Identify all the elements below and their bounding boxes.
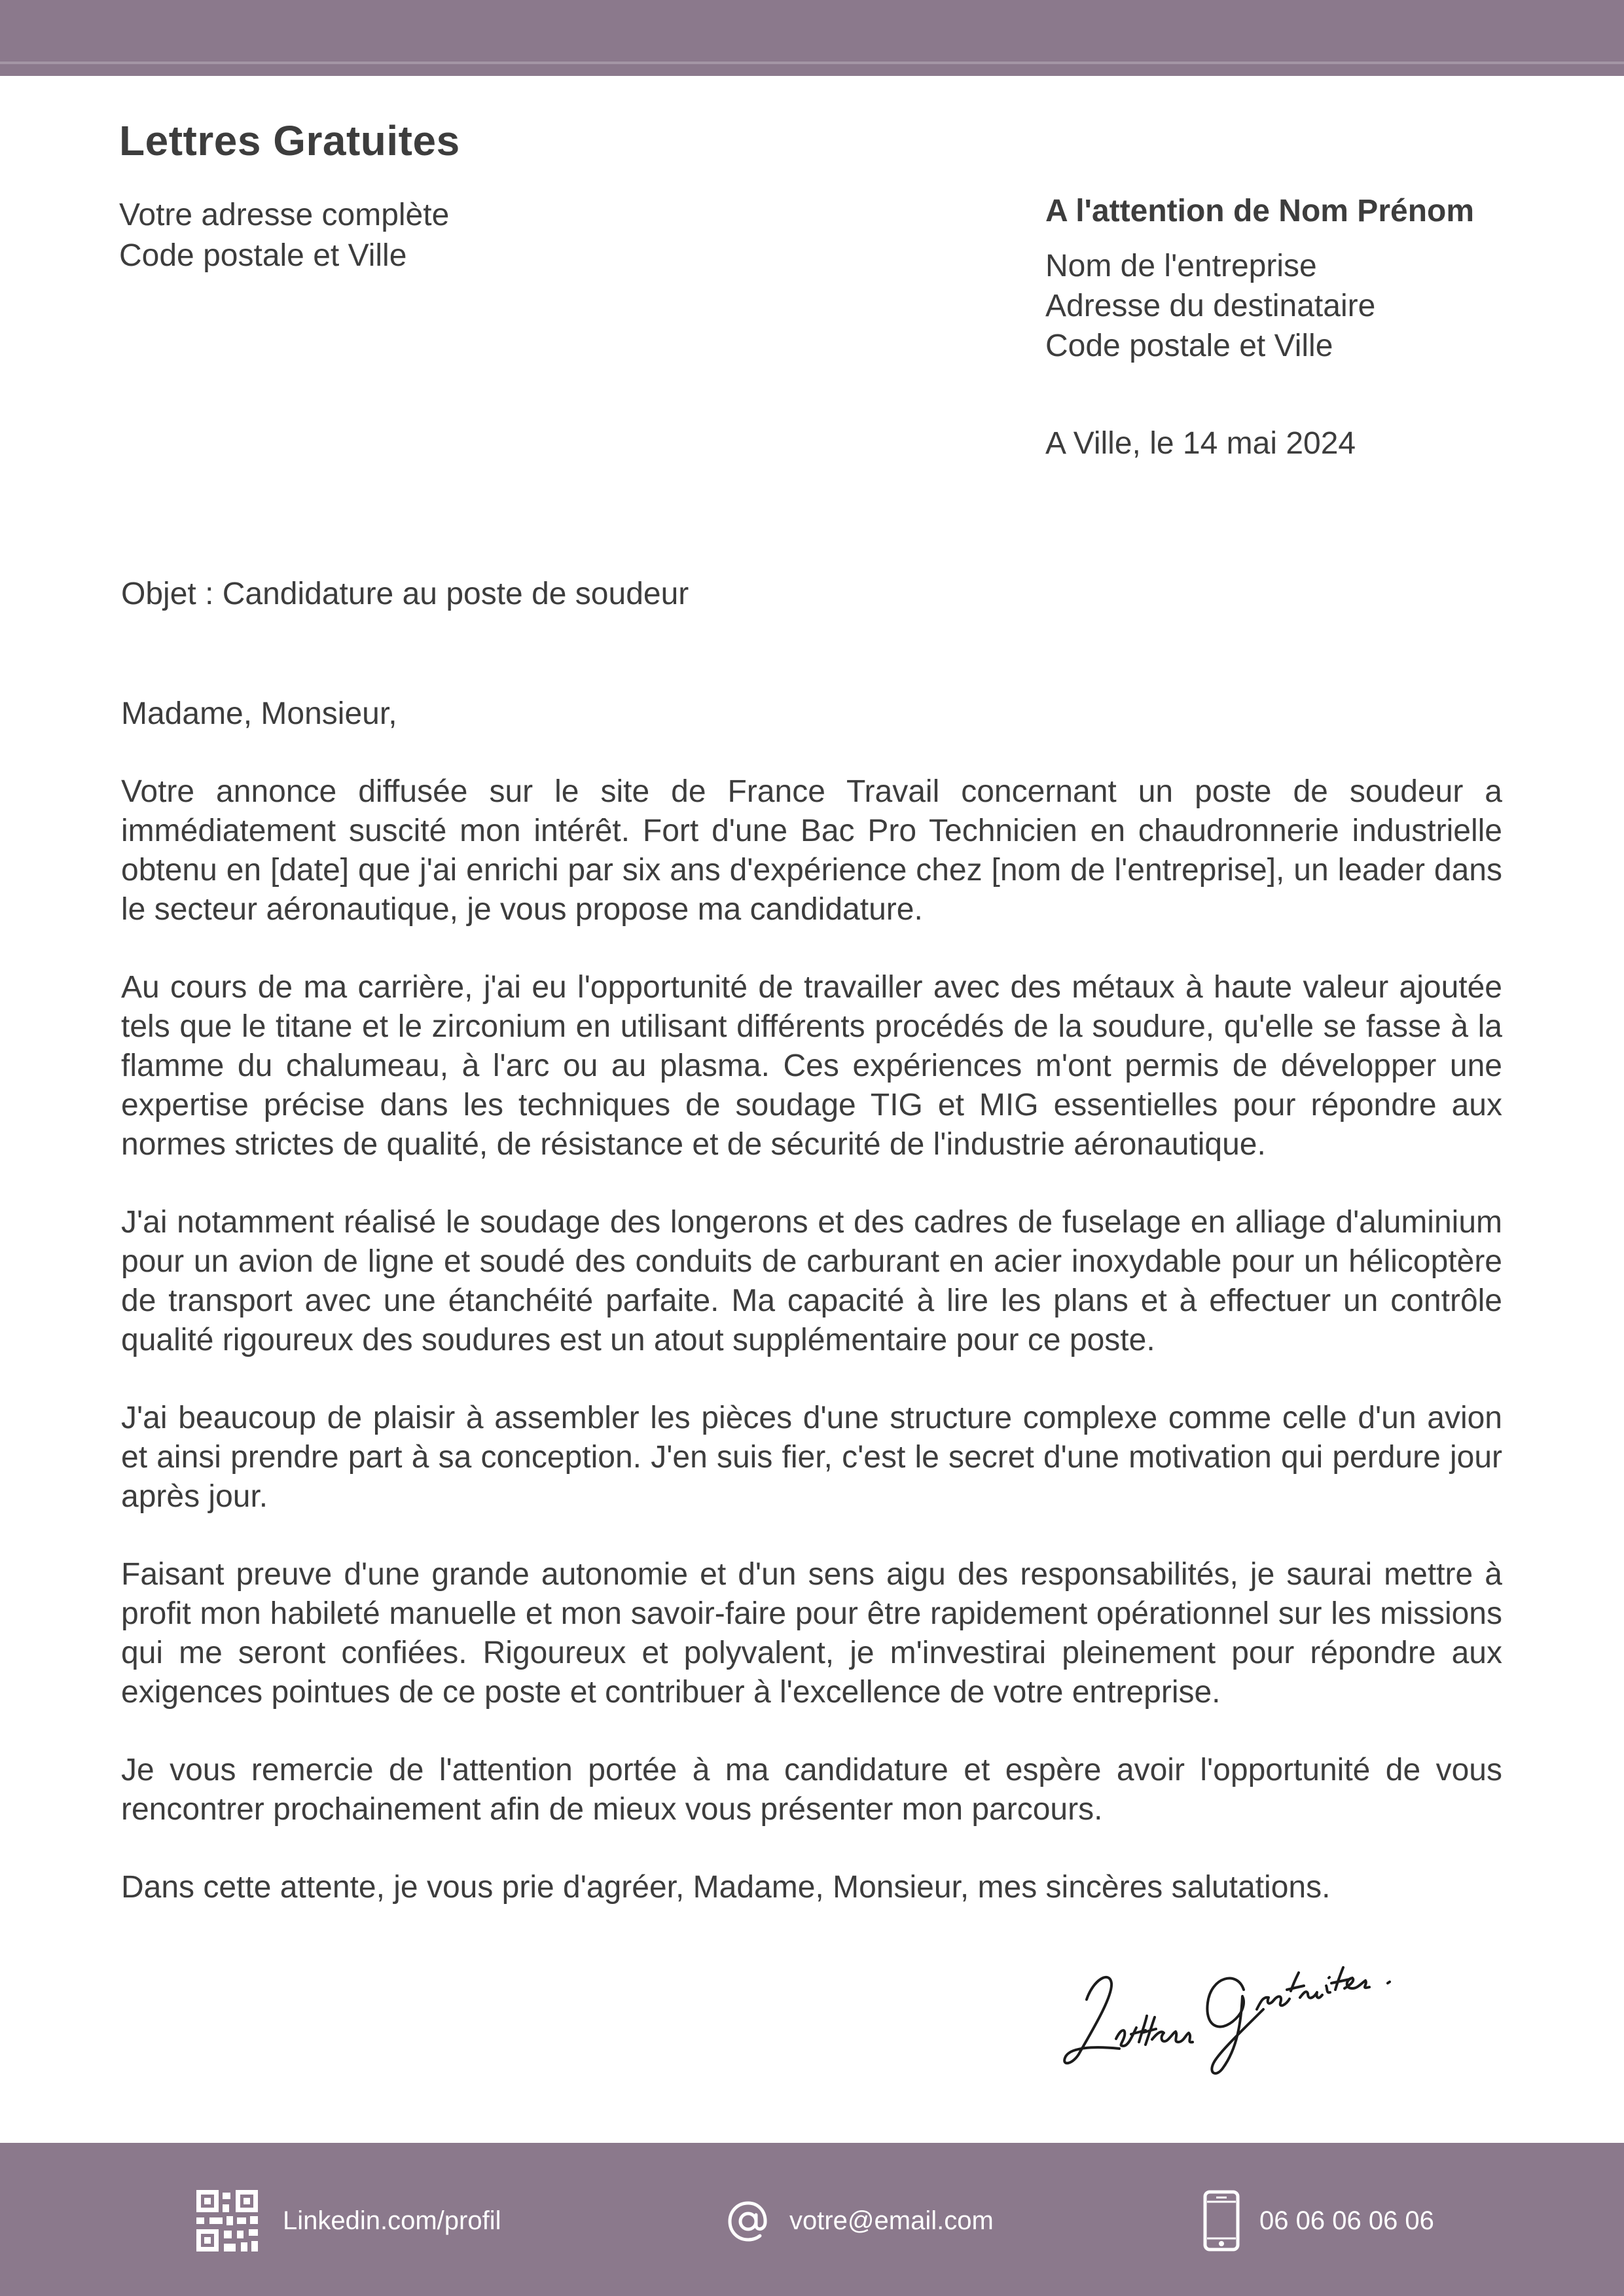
recipient-attention: A l'attention de Nom Prénom (1045, 194, 1475, 228)
recipient-street: Adresse du destinataire (1045, 289, 1376, 323)
recipient-block (1045, 191, 1582, 464)
letter-date: A Ville, le 14 mai 2024 (1045, 426, 1356, 461)
recipient-company: Nom de l'entreprise (1045, 249, 1317, 283)
recipient-city: Code postale et Ville (1045, 329, 1333, 363)
sender-name: Lettres Gratuites (119, 117, 460, 164)
letter-paragraph: Au cours de ma carrière, j'ai eu l'opportunité de travailler avec des métaux à haute valeur ajoutée tels que le titane et le zirconium en utilisant différents procédés de la soudure, qu'elle se fasse à la flamme du chalumeau, à l'arc ou au plasma. Ces expériences m'ont permis de développer une expertise précise dans les techniques de soudage TIG et MIG essentielles pour répondre aux normes strictes de qualité, de résistance et de sécurité de l'industrie aéronautique. (121, 970, 1502, 1162)
footer-linkedin[interactable] (196, 2190, 501, 2251)
footer-email[interactable] (725, 2190, 994, 2251)
recipient-address (1045, 246, 1582, 366)
letter-paragraph: J'ai beaucoup de plaisir à assembler les pièces d'une structure complexe comme celle d'un avion et ainsi prendre part à sa conception. J'en suis fier, c'est le secret d'une motivation qui perdure jour après jour. (121, 1401, 1502, 1514)
smartphone-icon (1203, 2190, 1240, 2251)
letter-subject: Objet : Candidature au poste de soudeur (121, 577, 689, 611)
footer-phone[interactable] (1203, 2190, 1434, 2251)
sender-address-line1: Votre adresse complète (119, 198, 450, 232)
sender-address-line2: Code postale et Ville (119, 238, 407, 273)
at-sign-icon (725, 2198, 771, 2244)
sender-address (119, 195, 449, 276)
top-color-band (0, 0, 1624, 76)
letter-paragraph: J'ai notamment réalisé le soudage des longerons et des cadres de fuselage en alliage d'aluminium pour un avion de ligne et soudé des conduits de carburant en acier inoxydable pour un hélicoptère de transport avec une étanchéité parfaite. Ma capacité à lire les plans et à effectuer un contrôle qualité rigoureux des soudures est un atout supplémentaire pour ce poste. (121, 1205, 1502, 1357)
footer-phone-text: 06 06 06 06 06 (1259, 2206, 1434, 2235)
letter-body (121, 772, 1502, 1946)
footer-email-text: votre@email.com (789, 2206, 994, 2235)
footer-linkedin-text: Linkedin.com/profil (283, 2206, 501, 2235)
letter-closing: Dans cette attente, je vous prie d'agréer, Madame, Monsieur, mes sincères salutations. (121, 1870, 1331, 1905)
letter-paragraph: Je vous remercie de l'attention portée à ma candidature et espère avoir l'opportunité de vous rencontrer prochainement afin de mieux vous présenter mon parcours. (121, 1753, 1502, 1827)
footer-band (0, 2143, 1624, 2296)
letter-salutation: Madame, Monsieur, (121, 696, 397, 731)
qr-code-icon (196, 2190, 258, 2251)
handwritten-signature (1047, 1918, 1440, 2088)
letter-paragraph: Faisant preuve d'une grande autonomie et d'un sens aigu des responsabilités, je saurai mettre à profit mon habileté manuelle et mon savoir-faire pour être rapidement opérationnel sur les missions qui me seront confiées. Rigoureux et polyvalent, je m'investirai pleinement pour répondre aux exigences pointues de ce poste et contribuer à l'excellence de votre entreprise. (121, 1557, 1502, 1710)
letter-paragraph: Votre annonce diffusée sur le site de France Travail concernant un poste de soudeur a immédiatement suscité mon intérêt. Fort d'une Bac Pro Technicien en chaudronnerie industrielle obtenu en [date] que j'ai enrichi par six ans d'expérience chez [nom de l'entreprise], un leader dans le secteur aéronautique, je vous propose ma candidature. (121, 774, 1502, 927)
